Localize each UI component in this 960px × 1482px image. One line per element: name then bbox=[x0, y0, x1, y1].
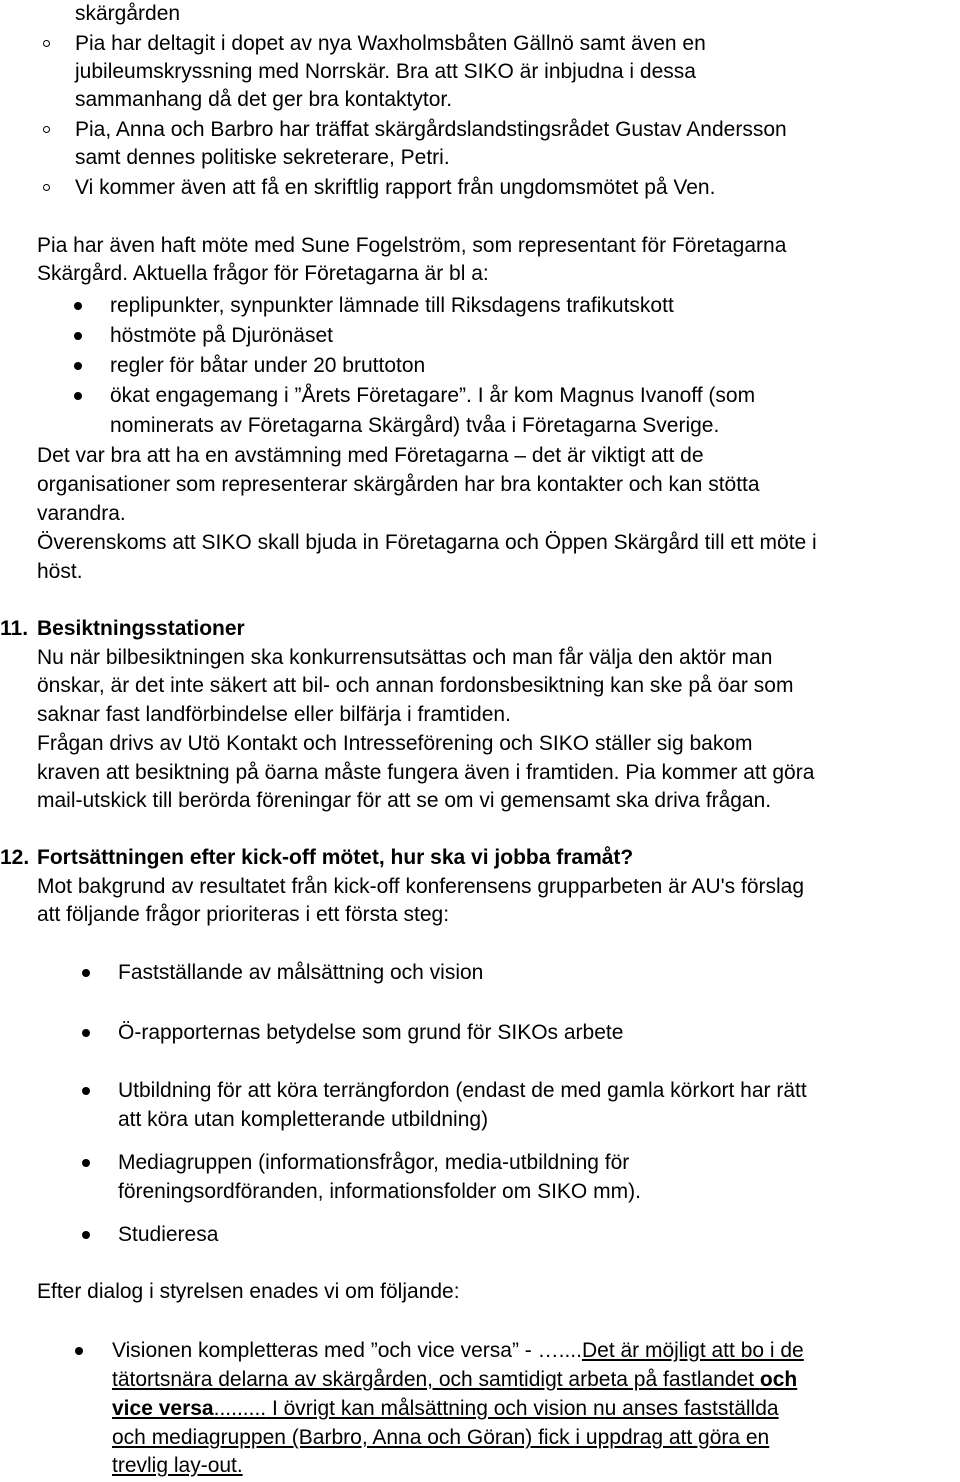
text-line: mail-utskick till berörda föreningar för att se om vi gemensamt ska driva frågan. bbox=[37, 789, 772, 812]
list-item: Ö-rapporternas betydelse som grund för SIKOs arbete bbox=[118, 1021, 624, 1044]
list-item: Fastställande av målsättning och vision bbox=[118, 961, 484, 984]
text-span: Aktuella frågor för Företagarna är bl a: bbox=[128, 262, 489, 285]
list-item bbox=[112, 1395, 779, 1423]
text-line bbox=[37, 260, 489, 288]
list-item: nominerats av Företagarna Skärgård) tvåa i Företagarna Sverige. bbox=[110, 414, 720, 437]
text-line: saknar fast landförbindelse eller bilfärja i framtiden. bbox=[37, 703, 511, 726]
section-heading: Fortsättningen efter kick-off mötet, hur ska vi jobba framåt? bbox=[37, 846, 634, 869]
underlined-text: ......... bbox=[213, 1397, 267, 1420]
text-span: Visionen kompletteras med ”och vice versa” - ….... bbox=[112, 1339, 582, 1362]
text-line: Överenskoms att SIKO skall bjuda in Företagarna och Öppen Skärgård till ett möte i bbox=[37, 531, 817, 554]
text-span: tätortsnära delarna av skärgården, och samtidigt arbeta på fastlandet bbox=[112, 1368, 760, 1391]
text-line: Pia, Anna och Barbro har träffat skärgårdslandstingsrådet Gustav Andersson bbox=[75, 118, 787, 141]
list-item: föreningsordföranden, informationsfolder om SIKO mm). bbox=[118, 1180, 641, 1203]
list-item: trevlig lay-out. bbox=[112, 1454, 243, 1477]
bullet-icon bbox=[74, 332, 82, 340]
text-line: Efter dialog i styrelsen enades vi om följande: bbox=[37, 1280, 460, 1303]
bullet-icon bbox=[82, 1087, 90, 1095]
text-line: att följande frågor prioriteras i ett första steg: bbox=[37, 903, 450, 926]
bullet-icon bbox=[82, 1029, 90, 1037]
list-item: ökat engagemang i ”Årets Företagare”. I år kom Magnus Ivanoff (som bbox=[110, 384, 756, 407]
list-item bbox=[112, 1366, 797, 1394]
text-line: Det var bra att ha en avstämning med Företagarna – det är viktigt att de bbox=[37, 444, 704, 467]
text-line: organisationer som representerar skärgården har bra kontakter och kan stötta bbox=[37, 473, 760, 496]
section-number: 11. bbox=[0, 617, 29, 640]
list-item: att köra utan kompletterande utbildning) bbox=[118, 1108, 489, 1131]
text-line: Pia har även haft möte med Sune Fogelström, som representant för Företagarna bbox=[37, 234, 787, 257]
text-line: Mot bakgrund av resultatet från kick-off konferensens grupparbeten är AU's förslag bbox=[37, 875, 805, 898]
section-number: 12. bbox=[0, 846, 30, 869]
text-line: samt dennes politiske sekreterare, Petri. bbox=[75, 146, 450, 169]
text-line: höst. bbox=[37, 560, 83, 583]
list-item: Mediagruppen (informationsfrågor, media-utbildning för bbox=[118, 1151, 630, 1174]
list-item: Utbildning för att köra terrängfordon (endast de med gamla körkort har rätt bbox=[118, 1079, 807, 1102]
circle-bullet-icon bbox=[43, 40, 50, 47]
list-item bbox=[112, 1337, 804, 1365]
text-line: jubileumskryssning med Norrskär. Bra att SIKO är inbjudna i dessa bbox=[75, 60, 696, 83]
bullet-icon bbox=[82, 1231, 90, 1239]
underlined-text: I övrigt kan målsättning och vision nu anses fastställda bbox=[266, 1397, 779, 1420]
section-heading: Besiktningsstationer bbox=[37, 617, 245, 640]
text-line: Vi kommer även att få en skriftlig rapport från ungdomsmötet på Ven. bbox=[75, 176, 716, 199]
text-span: Skärgård. bbox=[37, 262, 129, 285]
bullet-icon bbox=[75, 1347, 83, 1355]
circle-bullet-icon bbox=[43, 184, 50, 191]
text-line: varandra. bbox=[37, 502, 126, 525]
bullet-icon bbox=[82, 969, 90, 977]
text-line: skärgården bbox=[75, 2, 181, 25]
bold-text: och bbox=[759, 1368, 798, 1391]
text-line: Frågan drivs av Utö Kontakt och Intresseförening och SIKO ställer sig bakom bbox=[37, 732, 753, 755]
list-item: höstmöte på Djurönäset bbox=[110, 324, 333, 347]
bullet-icon bbox=[74, 362, 82, 370]
text-line: Nu när bilbesiktningen ska konkurrensutsättas och man får välja den aktör man bbox=[37, 646, 773, 669]
bold-text: vice versa bbox=[112, 1397, 214, 1420]
list-item: och mediagruppen (Barbro, Anna och Göran) fick i uppdrag att göra en bbox=[112, 1426, 770, 1449]
list-item: regler för båtar under 20 bruttoton bbox=[110, 354, 426, 377]
text-line: Pia har deltagit i dopet av nya Waxholmsbåten Gällnö samt även en bbox=[75, 32, 706, 55]
text-line: sammanhang då det ger bra kontaktytor. bbox=[75, 88, 453, 111]
underlined-text: Det är möjligt att bo i de bbox=[581, 1339, 804, 1362]
bullet-icon bbox=[74, 392, 82, 400]
bullet-icon bbox=[82, 1159, 90, 1167]
text-line: önskar, är det inte säkert att bil- och annan fordonsbesiktning kan ske på öar som bbox=[37, 674, 794, 697]
circle-bullet-icon bbox=[43, 126, 50, 133]
text-line: kraven att besiktning på öarna måste fungera även i framtiden. Pia kommer att göra bbox=[37, 761, 815, 784]
bullet-icon bbox=[74, 302, 82, 310]
list-item: replipunkter, synpunkter lämnade till Riksdagens trafikutskott bbox=[110, 294, 674, 317]
list-item: Studieresa bbox=[118, 1223, 219, 1246]
